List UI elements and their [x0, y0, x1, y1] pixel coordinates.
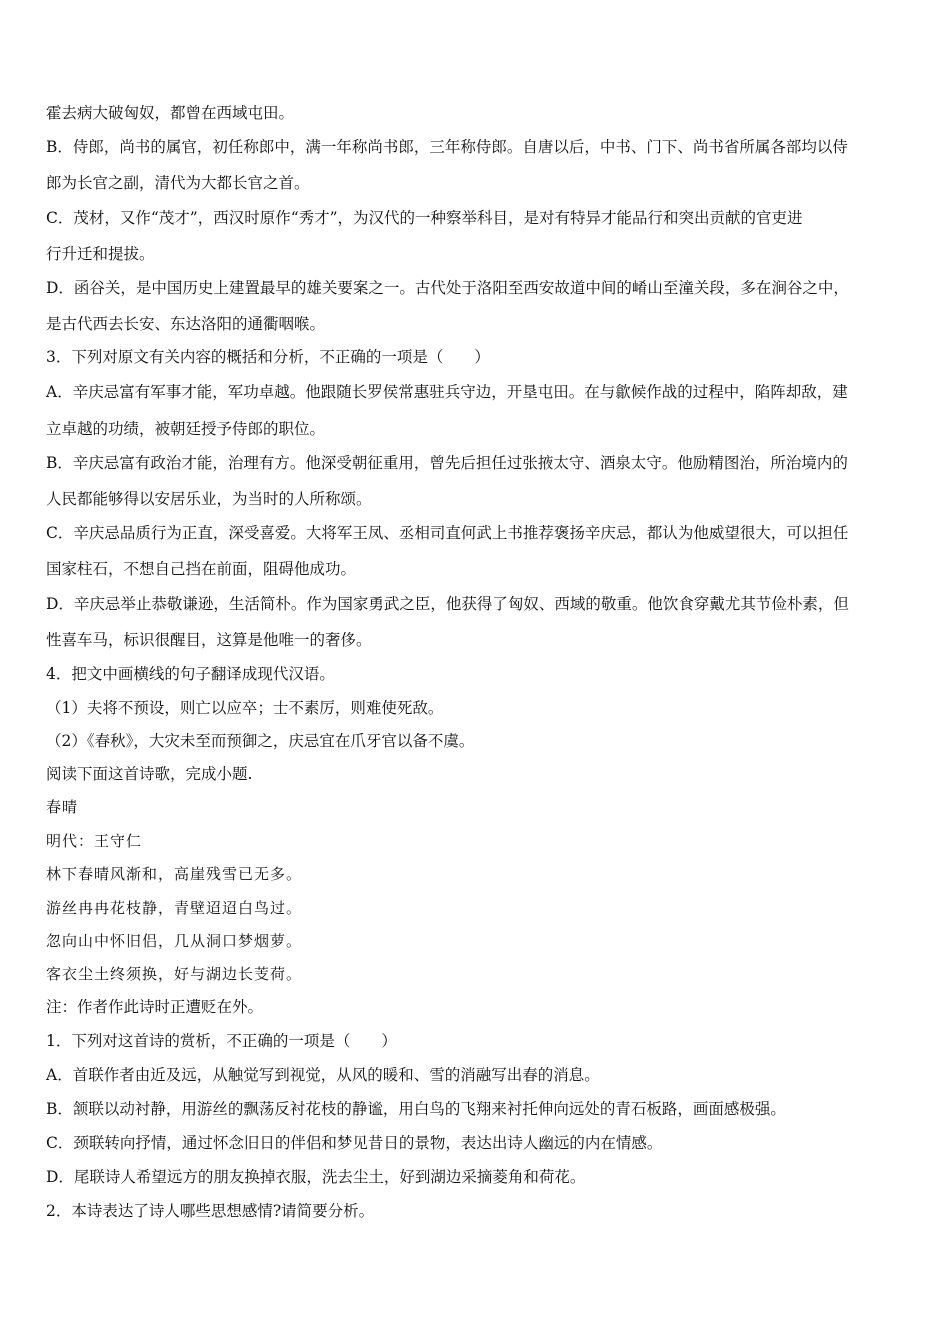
question-2: 2．本诗表达了诗人哪些思想感情?请简要分析。	[46, 1202, 375, 1220]
sentence-2: （2）《春秋》，大灾未至而预御之，庆忌宜在爪牙官以备不虞。	[46, 732, 475, 750]
text-line: 行升迁和提拔。	[46, 245, 155, 263]
text-line: 国家柱石，不想自己挡在前面，阻碍他成功。	[46, 560, 357, 578]
option-b: B．辛庆忌富有政治才能，治理有方。他深受朝征重用，曾先后担任过张掖太守、酒泉太守。他励精图治，所治境内的	[46, 454, 848, 472]
poem-title: 春晴	[46, 798, 79, 816]
text-line: D．函谷关，是中国历史上建置最早的雄关要案之一。古代处于洛阳至西安故道中间的崤山至潼关段，多在涧谷之中，	[46, 279, 849, 297]
poem-line: 林下春晴风渐和，高崖残雪已无多。	[46, 865, 303, 883]
poem-line: 客衣尘土终须换，好与湖边长芰荷。	[46, 965, 303, 983]
instruction: 阅读下面这首诗歌，完成小题.	[46, 765, 253, 783]
text-line: C．茂材，又作“茂才”，西汉时原作“秀才”，为汉代的一种察举科目，是对有特异才能品行和突出贡献的官吏进	[46, 209, 803, 227]
text-line: 立卓越的功绩，被朝廷授予侍郎的职位。	[46, 420, 326, 438]
question-4: 4．把文中画横线的句子翻译成现代汉语。	[46, 665, 335, 683]
option-a: A．辛庆忌富有军事才能，军功卓越。他跟随长罗侯常惠驻兵守边，开垦屯田。在与歙候作战的过程中，陷阵却敌，建	[46, 383, 848, 401]
sentence-1: （1）夫将不预设，则亡以应卒；士不素厉，则难使死敌。	[46, 699, 444, 717]
text-line: 郎为长官之副，清代为大都长官之首。	[46, 174, 310, 192]
text-line: B．侍郎，尚书的属官，初任称郎中，满一年称尚书郎，三年称侍郎。自唐以后，中书、门下、尚书省所属各部均以侍	[46, 138, 848, 156]
poem-note: 注：作者作此诗时正遭贬在外。	[46, 998, 264, 1016]
option-d: D．尾联诗人希望远方的朋友换掉衣服，洗去尘土，好到湖边采摘菱角和荷花。	[46, 1168, 586, 1186]
poem-line: 游丝冉冉花枝静，青壁迢迢白鸟过。	[46, 899, 303, 917]
option-b: B．颔联以动衬静，用游丝的飘荡反衬花枝的静谧，用白鸟的飞翔来衬托伸向远处的青石板路，画面感极强。	[46, 1100, 786, 1118]
poem-author: 明代：王守仁	[46, 832, 143, 850]
text-line: 是古代西去长安、东达洛阳的通衢咽喉。	[46, 315, 326, 333]
question-3: 3．下列对原文有关内容的概括和分析，不正确的一项是（ ）	[46, 348, 490, 366]
option-a: A．首联作者由近及远，从触觉写到视觉，从风的暖和、雪的消融写出春的消息。	[46, 1066, 600, 1084]
option-d: D．辛庆忌举止恭敬谦逊，生活简朴。作为国家勇武之臣，他获得了匈奴、西域的敬重。他饮食穿戴尤其节俭朴素，但	[46, 595, 849, 613]
text-line: 人民都能够得以安居乐业，为当时的人所称颂。	[46, 490, 372, 508]
text-line: 性喜车马，标识很醒目，这算是他唯一的奢侈。	[46, 631, 372, 649]
question-1: 1．下列对这首诗的赏析，不正确的一项是（ ）	[46, 1032, 397, 1050]
option-c: C．颈联转向抒情，通过怀念旧日的伴侣和梦见昔日的景物，表达出诗人幽远的内在情感。	[46, 1134, 663, 1152]
poem-line: 忽向山中怀旧侣，几从洞口梦烟萝。	[46, 932, 303, 950]
option-c: C．辛庆忌品质行为正直，深受喜爱。大将军王凤、丞相司直何武上书推荐褒扬辛庆忌，都认为他威望很大，可以担任	[46, 524, 849, 542]
text-line: 霍去病大破匈奴，都曾在西域屯田。	[46, 104, 295, 122]
